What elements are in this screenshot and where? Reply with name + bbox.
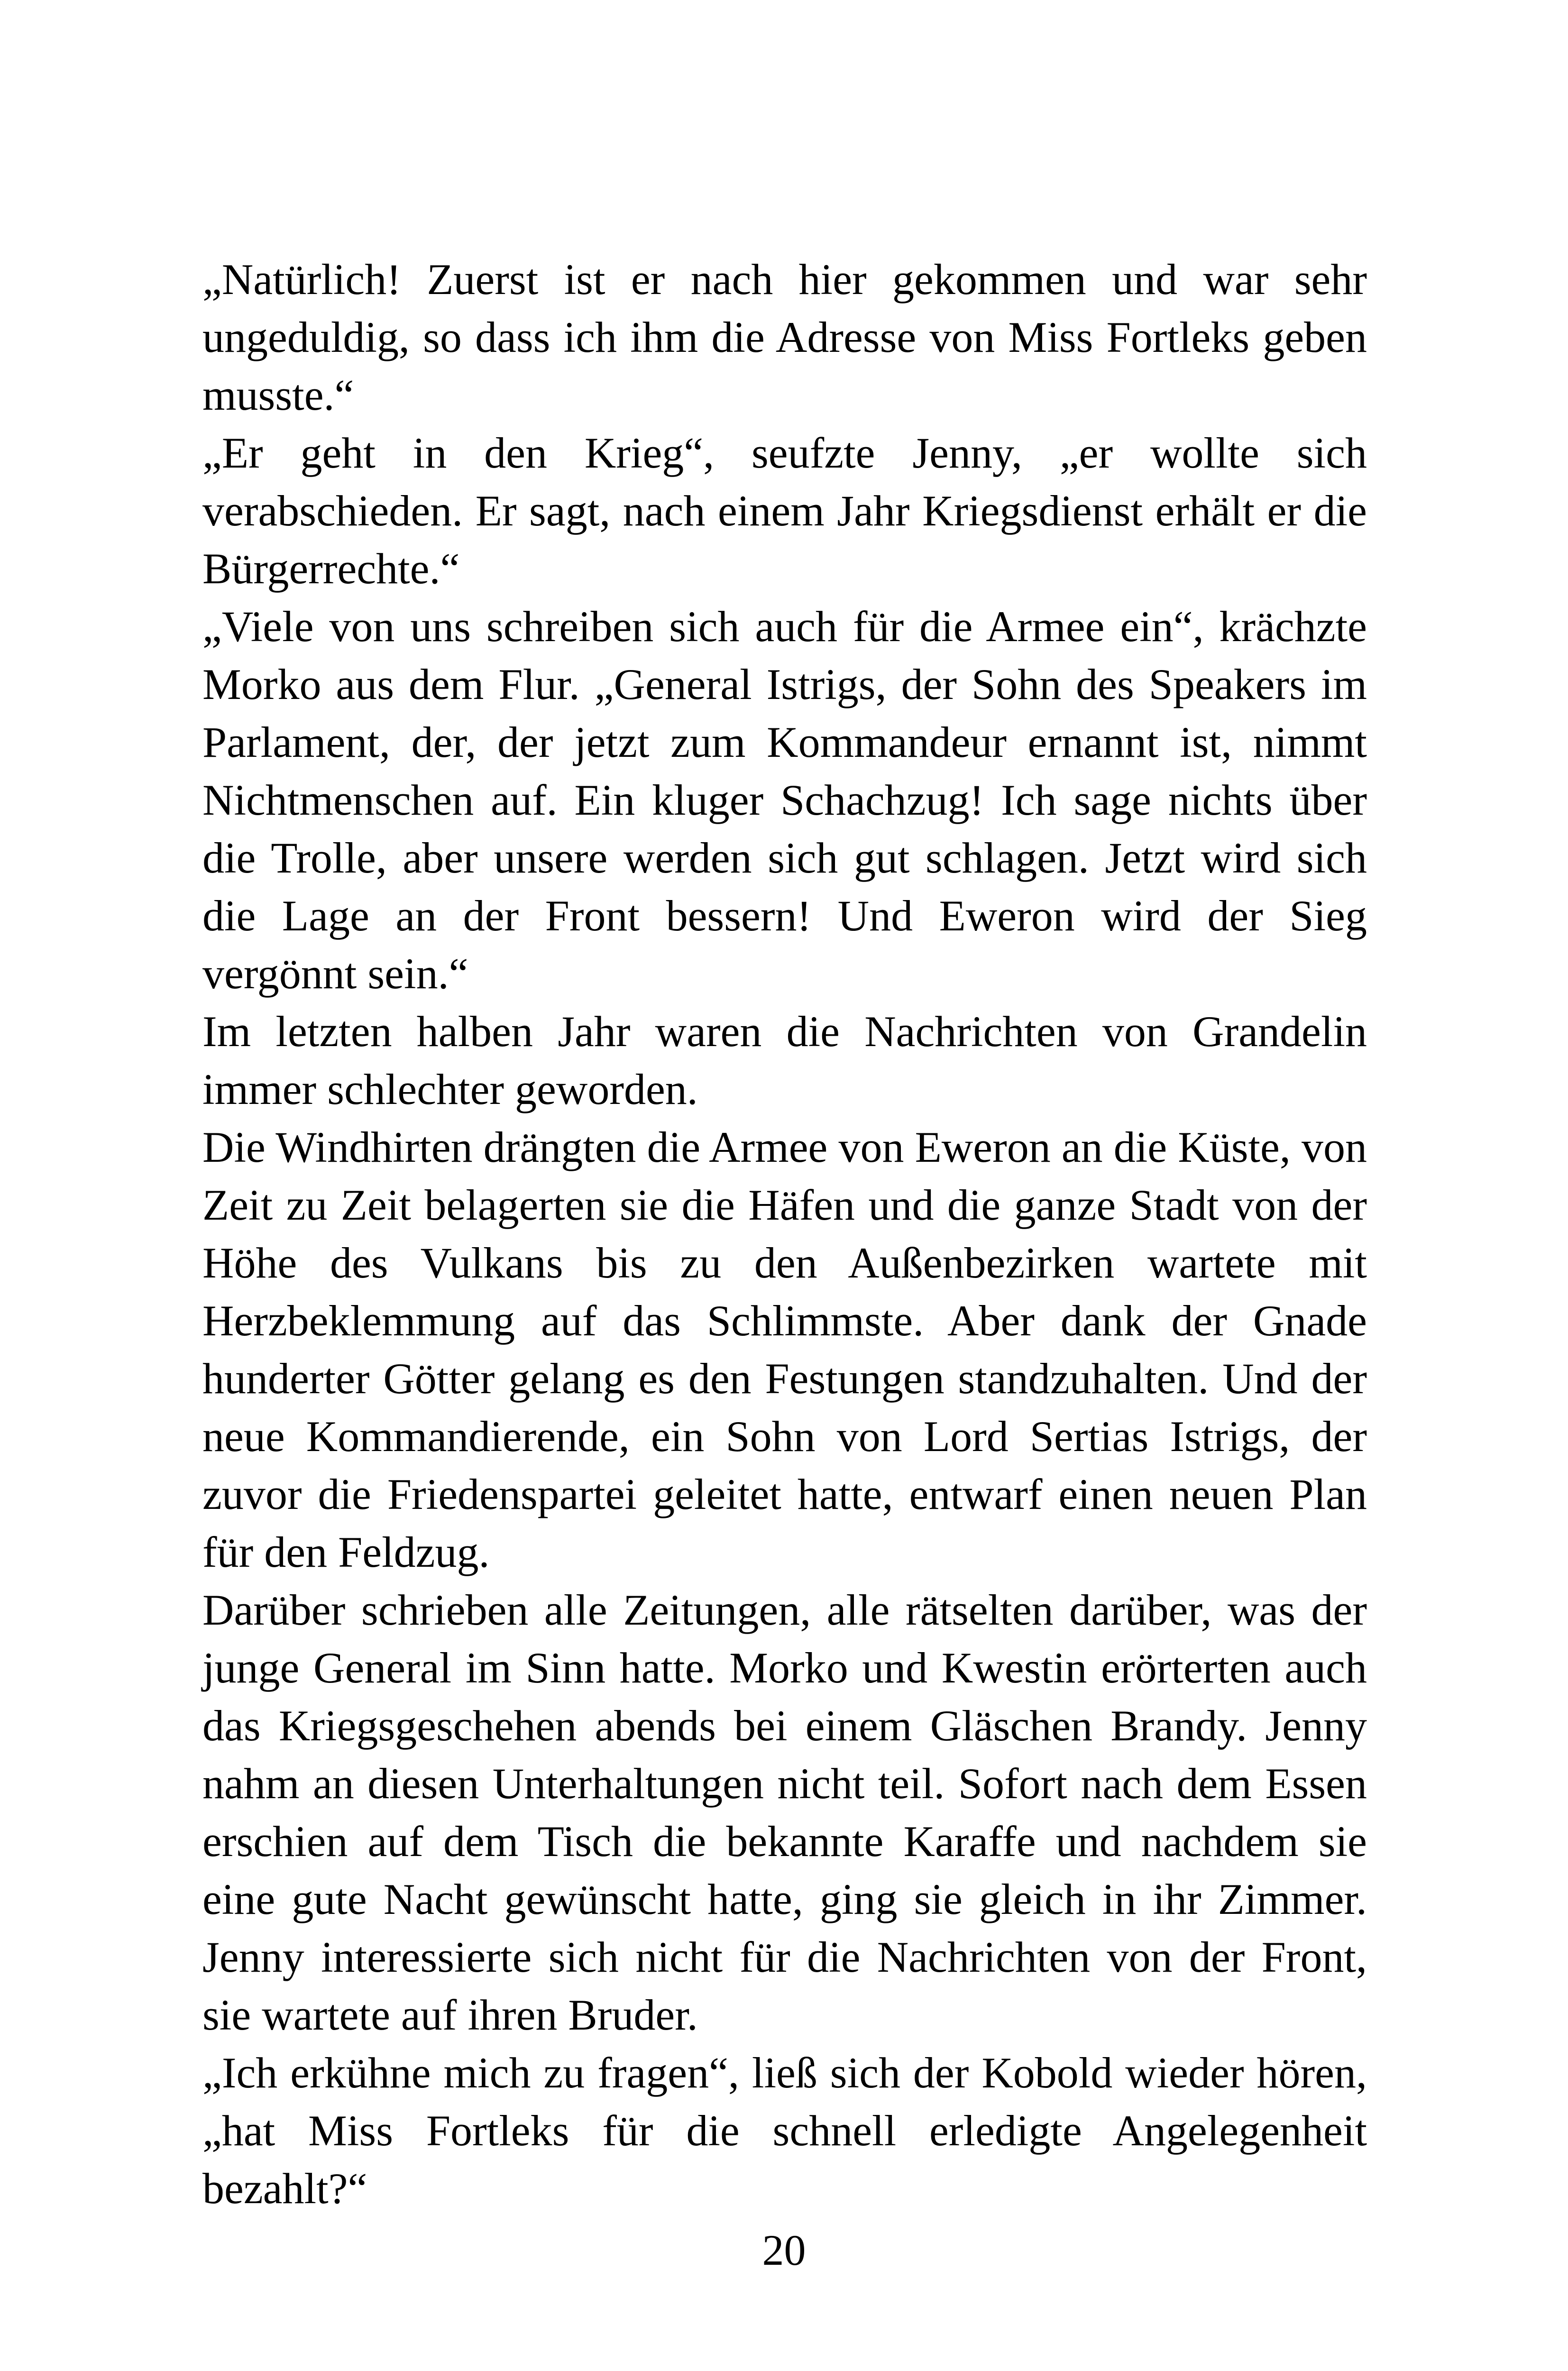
paragraph: Die Windhirten drängten die Armee von Eweron an die Küste, von Zeit zu Zeit belagerten sie die Häfen und die ganze Stadt von der Höhe des Vulkans bis zu den Außenbezirken wartete mit Herzbeklemmung auf das Schlimmste. Aber dank der Gnade hunderter Götter gelang es den Festungen standzuhalten. Und der neue Kommandierende, ein Sohn von Lord Sertias Istrigs, der zuvor die Friedenspartei geleitet hatte, entwarf einen neuen Plan für den Feldzug.: [202, 1123, 1367, 1576]
paragraph: „Viele von uns schreiben sich auch für die Armee ein“, krächzte Morko aus dem Flur. „General Istrigs, der Sohn des Speakers im Parlament, der, der jetzt zum Kommandeur ernannt ist, nimmt Nichtmenschen auf. Ein kluger Schachzug! Ich sage nichts über die Trolle, aber unsere werden sich gut schlagen. Jetzt wird sich die Lage an der Front bessern! Und Eweron wird der Sieg vergönnt sein.“: [202, 602, 1367, 998]
page-text-body: [202, 250, 1367, 2217]
paragraph: „Natürlich! Zuerst ist er nach hier gekommen und war sehr ungeduldig, so dass ich ihm die Adresse von Miss Fortleks geben musste.“: [202, 255, 1367, 419]
paragraph: „Ich erkühne mich zu fragen“, ließ sich der Kobold wieder hören, „hat Miss Fortleks für die schnell erledigte Angelegenheit bezahlt?“: [202, 2049, 1367, 2213]
paragraph: „Er geht in den Krieg“, seufzte Jenny, „er wollte sich verabschieden. Er sagt, nach einem Jahr Kriegsdienst erhält er die Bürgerrechte.“: [202, 429, 1367, 593]
page-number: 20: [762, 2226, 806, 2274]
paragraph: Im letzten halben Jahr waren die Nachrichten von Grandelin immer schlechter geworden.: [202, 1007, 1367, 1113]
paragraph: Darüber schrieben alle Zeitungen, alle rätselten darüber, was der junge General im Sinn hatte. Morko und Kwestin erörterten auch das Kriegsgeschehen abends bei einem Gläschen Brandy. Jenny nahm an diesen Unterhaltungen nicht teil. Sofort nach dem Essen erschien auf dem Tisch die bekannte Karaffe und nachdem sie eine gute Nacht gewünscht hatte, ging sie gleich in ihr Zimmer. Jenny interessierte sich nicht für die Nachrichten von der Front, sie wartete auf ihren Bruder.: [202, 1586, 1367, 2039]
